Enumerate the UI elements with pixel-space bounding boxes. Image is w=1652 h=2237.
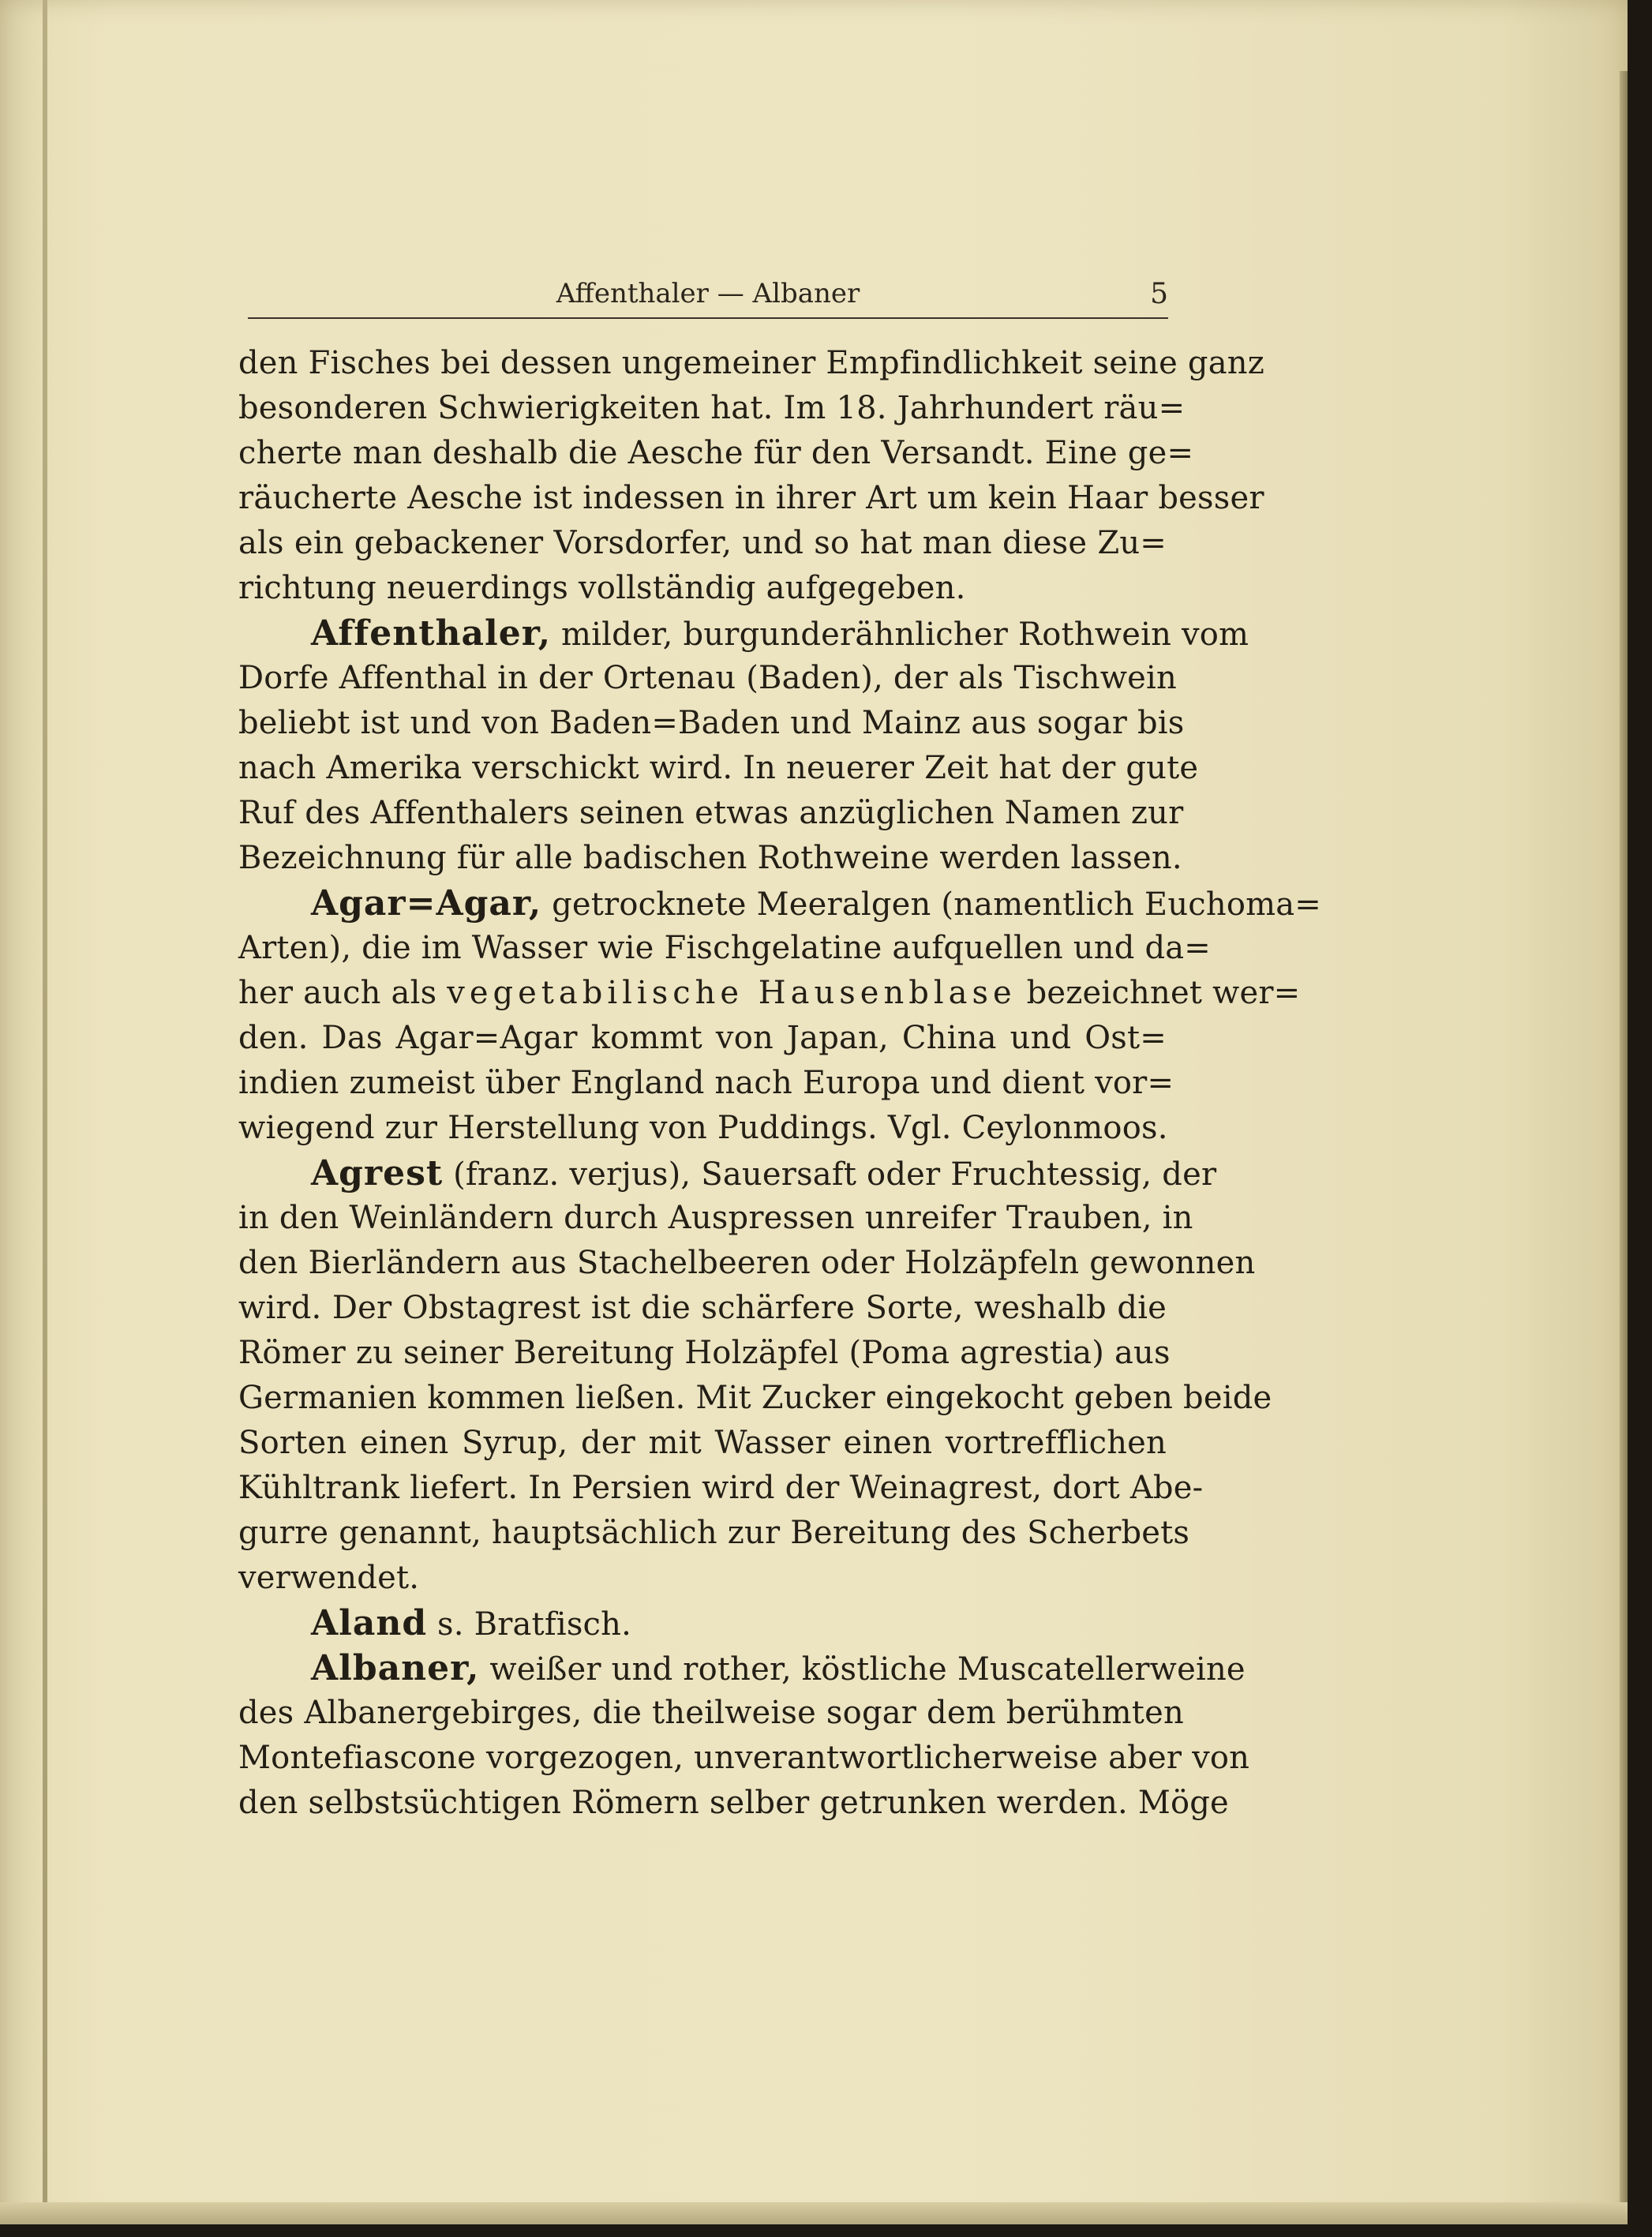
entry-first-line [238, 1151, 1217, 1196]
text-line [238, 341, 1265, 386]
line-text: des Albanergebirges, die theilweise sogar dem berühmten [238, 1695, 1184, 1731]
page-number: 5 [1150, 278, 1168, 310]
text-line [238, 521, 1167, 566]
entry-first-line [238, 1601, 1167, 1646]
spaced-emphasis: vegetabilische Hausenblase [447, 975, 1017, 1011]
line-text: räucherte Aesche ist indessen in ihrer Art um kein Haar besser [238, 480, 1264, 516]
page-bottom-edge [0, 2202, 1628, 2224]
line-text: Dorfe Affenthal in der Ortenau (Baden), der als Tischwein [238, 660, 1177, 696]
entry-headword: Aland [311, 1603, 428, 1643]
text-line [238, 1286, 1167, 1331]
text-line [238, 926, 1212, 971]
line-text: Bezeichnung für alle badischen Rothweine werden lassen. [238, 840, 1182, 876]
header-rule [248, 317, 1168, 319]
entry-first-line [238, 1646, 1246, 1691]
line-text: verwendet. [238, 1560, 420, 1596]
text-line [238, 386, 1186, 431]
text-line [238, 1691, 1184, 1736]
line-text: milder, burgunderähnlicher Rothwein vom [551, 616, 1249, 653]
line-text: s. Bratfisch. [427, 1606, 632, 1643]
text-line [238, 1241, 1256, 1286]
text-line [238, 1016, 1167, 1061]
line-text: (franz. verjus), Sauersaft oder Fruchtessig, der [443, 1156, 1217, 1193]
line-text: beliebt ist und von Baden=Baden und Mainz aus sogar bis [238, 705, 1185, 741]
text-line [238, 1466, 1204, 1511]
text-line [238, 1196, 1193, 1241]
page-edge [1620, 71, 1628, 2202]
entry-first-line [238, 881, 1322, 926]
text-line [238, 1421, 1167, 1466]
line-text: Kühltrank liefert. In Persien wird der Weinagrest, dort Abe- [238, 1470, 1204, 1506]
text-line [238, 1106, 1167, 1151]
text-line [238, 836, 1182, 881]
line-text: Arten), die im Wasser wie Fischgelatine aufquellen und da= [238, 930, 1212, 966]
text-line [238, 1511, 1190, 1556]
running-header [248, 275, 1168, 316]
line-text: getrocknete Meeralgen (namentlich Euchoma= [541, 886, 1322, 923]
entry-headword: Agrest [311, 1153, 444, 1193]
line-text: gurre genannt, hauptsächlich zur Bereitung des Scherbets [238, 1515, 1190, 1551]
line-text: richtung neuerdings vollständig aufgegeben. [238, 570, 966, 606]
line-text: als ein gebackener Vorsdorfer, und so hat man diese Zu= [238, 525, 1167, 561]
line-text: den Bierländern aus Stachelbeeren oder Holzäpfeln gewonnen [238, 1245, 1256, 1281]
text-line [238, 656, 1177, 701]
text-line [238, 1061, 1174, 1106]
line-text: Germanien kommen ließen. Mit Zucker eingekocht geben beide [238, 1380, 1272, 1416]
text-line [238, 791, 1184, 836]
line-text: den Fisches bei dessen ungemeiner Empfindlichkeit seine ganz [238, 345, 1265, 381]
line-text: Ruf des Affenthalers seinen etwas anzüglichen Namen zur [238, 795, 1184, 831]
body-text [238, 341, 1322, 1826]
line-text: weißer und rother, köstliche Muscatellerweine [479, 1651, 1246, 1688]
line-text: bezeichnet wer= [1016, 975, 1301, 1011]
entry-headword: Agar=Agar, [311, 883, 542, 924]
page-gutter [43, 0, 47, 2224]
line-text: Römer zu seiner Bereitung Holzäpfel (Poma agrestia) aus [238, 1335, 1171, 1371]
text-line [238, 701, 1185, 746]
line-text: wird. Der Obstagrest ist die schärfere Sorte, weshalb die [238, 1290, 1167, 1326]
text-line [238, 746, 1199, 791]
text-line [238, 1376, 1272, 1421]
line-text: besonderen Schwierigkeiten hat. Im 18. Jahrhundert räu= [238, 390, 1186, 426]
line-text: den selbstsüchtigen Römern selber getrunken werden. Möge [238, 1785, 1229, 1821]
header-title: Affenthaler — Albaner [556, 278, 860, 309]
text-line [238, 566, 1167, 611]
line-text: indien zumeist über England nach Europa und dient vor= [238, 1065, 1174, 1101]
line-text: nach Amerika verschickt wird. In neuerer Zeit hat der gute [238, 750, 1199, 786]
line-text: wiegend zur Herstellung von Puddings. Vgl. Ceylonmoos. [238, 1110, 1168, 1146]
line-text: den. Das Agar=Agar kommt von Japan, China und Ost= [238, 1020, 1167, 1056]
line-text: Sorten einen Syrup, der mit Wasser einen vortrefflichen [238, 1425, 1167, 1461]
entry-headword: Affenthaler, [311, 613, 552, 654]
entry-first-line [238, 611, 1249, 656]
text-line [238, 1556, 1167, 1601]
text-line [238, 971, 1301, 1016]
text-line [238, 1331, 1171, 1376]
text-line [238, 1781, 1229, 1826]
line-text: her auch als [238, 975, 448, 1011]
line-text: cherte man deshalb die Aesche für den Versandt. Eine ge= [238, 435, 1194, 471]
text-line [238, 476, 1264, 521]
text-line [238, 1736, 1250, 1781]
line-text: in den Weinländern durch Auspressen unreifer Trauben, in [238, 1200, 1193, 1236]
text-line [238, 431, 1194, 476]
entry-headword: Albaner, [311, 1648, 480, 1688]
line-text: Montefiascone vorgezogen, unverantwortlicherweise aber von [238, 1740, 1250, 1776]
